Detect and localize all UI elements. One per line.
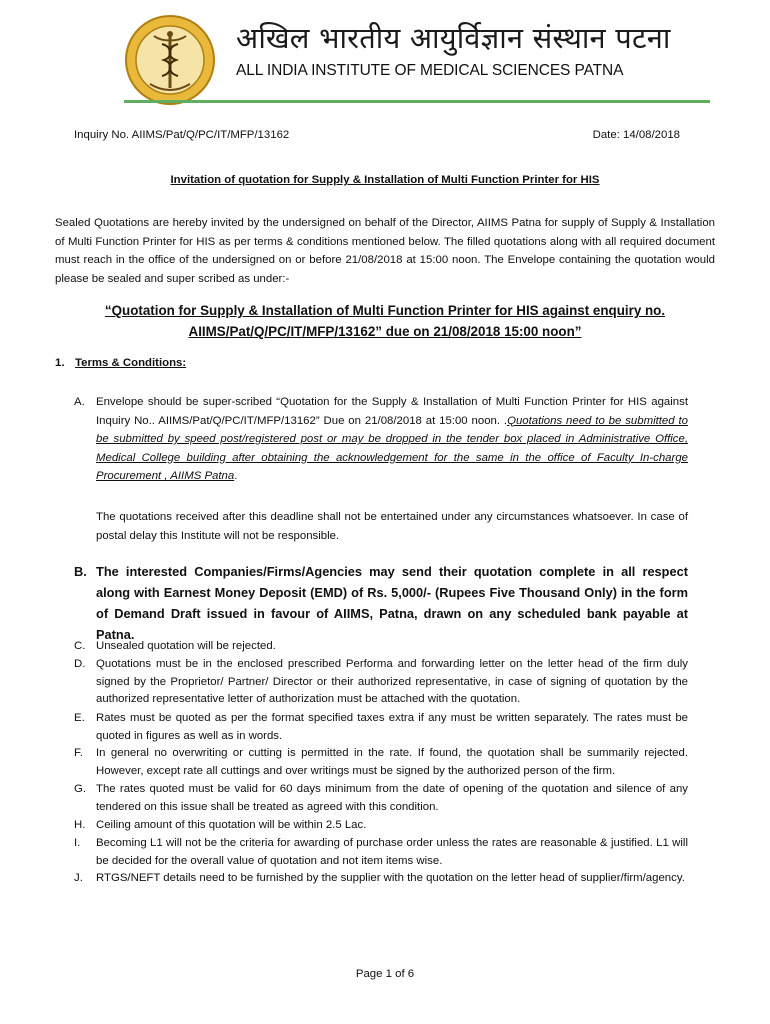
intro-paragraph: Sealed Quotations are hereby invited by the undersigned on behalf of the Director, AIIMS Patna for supply of Supply & Installation of Multi Function Printer for HIS as per terms & conditions mentioned below. The filled quotations along with all required document must reach in the office of the undersigned on or before 21/08/2018 at 15:00 noon. The Envelope containing the quotation would please be sealed and super scribed as under:-	[55, 217, 715, 285]
term-item-d	[74, 656, 688, 709]
term-letter: B.	[74, 564, 87, 579]
term-item-a	[74, 393, 688, 486]
term-text: Quotations must be in the enclosed prescribed Performa and forwarding letter on the letter head of the firm duly signed by the Proprietor/ Partner/ Director or their authorized representative, in case of signing of quotation by the authorized representative letter of authorization must be attached with the quotation.	[96, 658, 688, 705]
term-item-e	[74, 710, 688, 745]
term-letter: H.	[74, 819, 86, 831]
term-text	[96, 393, 688, 486]
term-text: RTGS/NEFT details need to be furnished by the supplier with the quotation on the letter head of supplier/firm/agency.	[96, 872, 685, 884]
term-text-plain: Envelope should be super-scribed “Quotation for the Supply & Installation of Multi Function Printer for HIS against Inquiry No.. AIIMS/Pat/Q/PC/IT/MFP/13162” Due on 21/08/2018 at 15:00 noon. .	[96, 396, 688, 427]
term-item-g	[74, 781, 688, 816]
hindi-institute-title: अखिल भारतीय आयुर्विज्ञान संस्थान पटना	[236, 21, 671, 55]
term-text: The interested Companies/Firms/Agencies may send their quotation complete in all respect along with Earnest Money Deposit (EMD) of Rs. 5,000/- (Rupees Five Thousand Only) in the form of Demand Draft issued in favour of AIIMS, Patna, drawn on any scheduled bank payable at Patna.	[96, 564, 688, 642]
section-number: 1.	[55, 357, 65, 369]
term-text: Becoming L1 will not be the criteria for awarding of purchase order unless the rates are reasonable & justified. L1 will be decided for the overall value of quotation and not item items wise.	[96, 837, 688, 867]
english-institute-title: ALL INDIA INSTITUTE OF MEDICAL SCIENCES PATNA	[236, 62, 624, 79]
term-text: Ceiling amount of this quotation will be within 2.5 Lac.	[96, 819, 367, 831]
term-text: In general no overwriting or cutting is permitted in the rate. If found, the quotation shall be summarily rejected. However, except rate all cuttings and over writings must be signed by the authorized person of the firm.	[96, 747, 688, 777]
header-divider	[124, 100, 710, 103]
term-letter: C.	[74, 640, 86, 652]
envelope-superscription: “Quotation for Supply & Installation of Multi Function Printer for HIS against enquiry no. AIIMS/Pat/Q/PC/IT/MFP/13162” due on 21/08/2018 15:00 noon”	[104, 303, 666, 339]
aiims-logo-emblem	[124, 14, 216, 106]
section-label: Terms & Conditions:	[75, 357, 187, 369]
term-text-underlined: Quotations need to be submitted to be submitted by speed post/registered post or may be dropped in the tender box placed in Administrative Office, Medical College building after obtaining the acknowledgement for the same in the office of Faculty In-charge Procurement , AIIMS Patna	[96, 414, 688, 482]
inquiry-date: Date: 14/08/2018	[592, 129, 680, 141]
subject-heading: Invitation of quotation for Supply & Installation of Multi Function Printer for HIS	[170, 174, 600, 186]
term-letter: F.	[74, 747, 83, 759]
term-letter: E.	[74, 712, 85, 724]
term-text-end: .	[234, 470, 238, 482]
term-letter: D.	[74, 658, 86, 670]
term-text: Unsealed quotation will be rejected.	[96, 640, 276, 652]
term-item-a-note: The quotations received after this deadline shall not be entertained under any circumstances whatsoever. In case of postal delay this Institute will not be responsible.	[96, 511, 688, 542]
term-item-h	[74, 817, 688, 835]
term-letter: I.	[74, 837, 81, 849]
term-text: The rates quoted must be valid for 60 days minimum from the date of opening of the quotation and silence of any tendered on this issue shall be treated as agreed with this condition.	[96, 783, 688, 813]
term-text: Rates must be quoted as per the format specified taxes extra if any must be written separately. The rates must be quoted in figures as well as in words.	[96, 712, 688, 742]
term-item-i	[74, 835, 688, 870]
term-item-b	[74, 561, 688, 645]
term-item-j	[74, 870, 688, 888]
inquiry-number: Inquiry No. AIIMS/Pat/Q/PC/IT/MFP/13162	[74, 129, 290, 141]
section-terms-heading	[55, 357, 186, 369]
term-letter: A.	[74, 396, 85, 408]
term-letter: G.	[74, 783, 87, 795]
term-item-c	[74, 638, 688, 656]
term-letter: J.	[74, 872, 83, 884]
page-number: Page 1 of 6	[355, 968, 415, 980]
term-item-f	[74, 745, 688, 780]
